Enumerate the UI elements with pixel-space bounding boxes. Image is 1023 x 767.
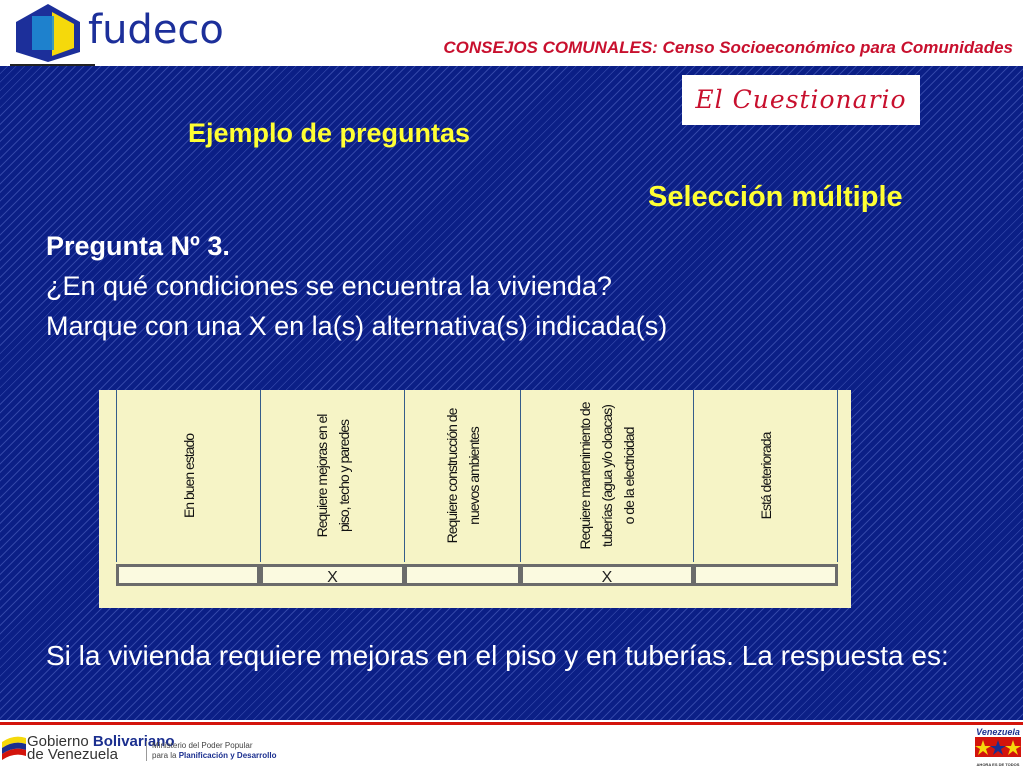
stars-icon: [975, 737, 1021, 757]
column-label: Requiere mejoras en el piso, techo y paredes: [313, 414, 352, 538]
column-label: Requiere construcción de nuevos ambientes: [443, 408, 482, 544]
section-title: Ejemplo de preguntas: [188, 118, 471, 148]
venezuela-logo: [975, 727, 1021, 767]
column-label: Está deteriorada: [757, 432, 774, 520]
answer-text: Si la vivienda requiere mejoras en el piso y en tuberías. La respuesta es:: [46, 640, 949, 671]
ministry-text: [146, 741, 277, 761]
footer-divider: [0, 722, 1023, 725]
ministry-prefix: para la: [152, 751, 179, 760]
table-column: [116, 390, 261, 562]
gov-bold: Bolivariano: [92, 733, 175, 750]
gov-prefix: Gobierno: [27, 733, 93, 750]
question-type-title: Selección múltiple: [648, 181, 903, 213]
slide-body: [0, 66, 1023, 720]
venezuela-logo-subtext: AHORA ES DE TODOS: [976, 762, 1020, 767]
section-badge: El Cuestionario: [682, 75, 920, 125]
answer-table-grid: [116, 390, 836, 590]
venezuela-flag-icon: [2, 734, 26, 760]
answer-checkbox[interactable]: [404, 564, 521, 586]
table-column: [260, 390, 405, 562]
venezuela-logo-text: Venezuela: [976, 727, 1020, 737]
column-label: En buen estado: [180, 433, 197, 519]
answer-checkbox[interactable]: X: [260, 564, 405, 586]
fudeco-logo-icon: [12, 2, 84, 64]
answer-checkbox[interactable]: [693, 564, 838, 586]
question-block: [46, 226, 667, 346]
table-column: [404, 390, 521, 562]
ministry-line1: Ministerio del Poder Popular: [152, 741, 253, 750]
answer-checkbox[interactable]: [116, 564, 260, 586]
table-column: [520, 390, 694, 562]
answer-checkbox[interactable]: X: [520, 564, 694, 586]
logo-text: fudeco: [88, 7, 224, 53]
header-title: CONSEJOS COMUNALES: Censo Socioeconómico para Comunidades: [443, 38, 1013, 57]
ministry-bold: Planificación y Desarrollo: [178, 751, 277, 760]
header: [0, 0, 1023, 66]
question-number: Pregunta Nº 3.: [46, 231, 230, 261]
question-text: ¿En qué condiciones se encuentra la vivienda?: [46, 271, 612, 301]
column-label: Requiere mantenimiento de tuberías (agua y/o cloacas) o de la electricidad: [577, 402, 637, 550]
table-column: [693, 390, 838, 562]
question-instruction: Marque con una X en la(s) alternativa(s) indicada(s): [46, 311, 668, 341]
answer-table: [99, 390, 851, 608]
gov-line2: de Venezuela: [27, 746, 118, 763]
